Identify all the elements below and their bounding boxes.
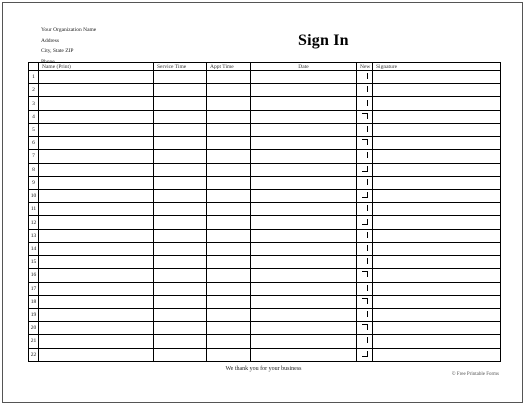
service-time-cell[interactable] (154, 269, 207, 282)
date-cell[interactable] (251, 84, 357, 97)
signature-cell[interactable] (373, 322, 501, 335)
service-time-cell[interactable] (154, 97, 207, 110)
name-cell[interactable] (39, 295, 154, 308)
appt-time-cell[interactable] (207, 282, 251, 295)
service-time-cell[interactable] (154, 322, 207, 335)
date-cell[interactable] (251, 308, 357, 321)
new-cell[interactable] (357, 269, 373, 282)
new-checkbox-mark[interactable] (362, 205, 368, 211)
date-cell[interactable] (251, 137, 357, 150)
name-cell[interactable] (39, 110, 154, 123)
table-row (29, 242, 501, 255)
table-row (29, 163, 501, 176)
table-row (29, 110, 501, 123)
new-cell[interactable] (357, 348, 373, 361)
organization-block (41, 25, 96, 67)
row-number: 1 (29, 71, 39, 84)
appt-time-cell[interactable] (207, 203, 251, 216)
new-checkbox-mark[interactable] (362, 100, 368, 106)
date-cell[interactable] (251, 163, 357, 176)
service-time-cell[interactable] (154, 282, 207, 295)
service-time-cell[interactable] (154, 295, 207, 308)
table-row (29, 282, 501, 295)
row-number: 11 (29, 203, 39, 216)
table-row (29, 97, 501, 110)
row-number: 15 (29, 256, 39, 269)
new-checkbox-mark[interactable] (362, 298, 368, 304)
header-date: Date (251, 63, 357, 71)
new-checkbox-mark[interactable] (362, 258, 368, 264)
name-cell[interactable] (39, 163, 154, 176)
new-checkbox-mark[interactable] (362, 311, 368, 317)
signature-cell[interactable] (373, 203, 501, 216)
service-time-cell[interactable] (154, 256, 207, 269)
table-row (29, 123, 501, 136)
appt-time-cell[interactable] (207, 137, 251, 150)
appt-time-cell[interactable] (207, 71, 251, 84)
signature-cell[interactable] (373, 242, 501, 255)
new-checkbox-mark[interactable] (362, 126, 368, 132)
date-cell[interactable] (251, 269, 357, 282)
name-cell[interactable] (39, 176, 154, 189)
new-checkbox-mark[interactable] (362, 271, 368, 277)
service-time-cell[interactable] (154, 110, 207, 123)
table-row (29, 216, 501, 229)
new-checkbox-mark[interactable] (362, 139, 368, 145)
signature-cell[interactable] (373, 189, 501, 202)
name-cell[interactable] (39, 308, 154, 321)
new-cell[interactable] (357, 163, 373, 176)
new-cell[interactable] (357, 308, 373, 321)
name-cell[interactable] (39, 256, 154, 269)
row-number: 5 (29, 123, 39, 136)
table-row (29, 203, 501, 216)
new-checkbox-mark[interactable] (362, 86, 368, 92)
table-row (29, 256, 501, 269)
date-cell[interactable] (251, 123, 357, 136)
date-cell[interactable] (251, 189, 357, 202)
new-checkbox-mark[interactable] (362, 219, 368, 225)
signature-cell[interactable] (373, 176, 501, 189)
service-time-cell[interactable] (154, 229, 207, 242)
service-time-cell[interactable] (154, 308, 207, 321)
signature-cell[interactable] (373, 308, 501, 321)
table-row (29, 137, 501, 150)
row-number: 13 (29, 229, 39, 242)
appt-time-cell[interactable] (207, 242, 251, 255)
service-time-cell[interactable] (154, 137, 207, 150)
name-cell[interactable] (39, 84, 154, 97)
new-checkbox-mark[interactable] (362, 351, 368, 357)
signature-cell[interactable] (373, 229, 501, 242)
name-cell[interactable] (39, 123, 154, 136)
appt-time-cell[interactable] (207, 163, 251, 176)
appt-time-cell[interactable] (207, 308, 251, 321)
appt-time-cell[interactable] (207, 150, 251, 163)
name-cell[interactable] (39, 269, 154, 282)
date-cell[interactable] (251, 229, 357, 242)
signature-cell[interactable] (373, 150, 501, 163)
table-row (29, 295, 501, 308)
date-cell[interactable] (251, 150, 357, 163)
service-time-cell[interactable] (154, 203, 207, 216)
signature-cell[interactable] (373, 71, 501, 84)
organization-name: Your Organization Name (41, 27, 97, 33)
new-cell[interactable] (357, 84, 373, 97)
appt-time-cell[interactable] (207, 256, 251, 269)
row-number: 6 (29, 137, 39, 150)
new-cell[interactable] (357, 189, 373, 202)
new-checkbox-mark[interactable] (362, 192, 368, 198)
name-cell[interactable] (39, 97, 154, 110)
new-checkbox-mark[interactable] (362, 245, 368, 251)
signature-cell[interactable] (373, 84, 501, 97)
service-time-cell[interactable] (154, 189, 207, 202)
appt-time-cell[interactable] (207, 322, 251, 335)
new-checkbox-mark[interactable] (362, 337, 368, 343)
table-row (29, 176, 501, 189)
new-checkbox-mark[interactable] (362, 285, 368, 291)
new-cell[interactable] (357, 229, 373, 242)
appt-time-cell[interactable] (207, 84, 251, 97)
date-cell[interactable] (251, 335, 357, 348)
appt-time-cell[interactable] (207, 269, 251, 282)
row-number: 21 (29, 335, 39, 348)
name-cell[interactable] (39, 71, 154, 84)
appt-time-cell[interactable] (207, 295, 251, 308)
new-cell[interactable] (357, 242, 373, 255)
name-cell[interactable] (39, 335, 154, 348)
table-body (29, 71, 501, 362)
signature-cell[interactable] (373, 256, 501, 269)
signature-cell[interactable] (373, 110, 501, 123)
name-cell[interactable] (39, 282, 154, 295)
signature-cell[interactable] (373, 269, 501, 282)
date-cell[interactable] (251, 176, 357, 189)
footer-text: We thank you for your business (225, 366, 302, 372)
appt-time-cell[interactable] (207, 176, 251, 189)
new-cell[interactable] (357, 137, 373, 150)
date-cell[interactable] (251, 97, 357, 110)
row-number: 10 (29, 189, 39, 202)
name-cell[interactable] (39, 150, 154, 163)
table-row (29, 335, 501, 348)
table-row (29, 348, 501, 361)
name-cell[interactable] (39, 216, 154, 229)
date-cell[interactable] (251, 256, 357, 269)
new-cell[interactable] (357, 150, 373, 163)
new-checkbox-mark[interactable] (362, 152, 368, 158)
row-number: 8 (29, 163, 39, 176)
appt-time-cell[interactable] (207, 229, 251, 242)
date-cell[interactable] (251, 216, 357, 229)
name-cell[interactable] (39, 229, 154, 242)
row-number: 19 (29, 308, 39, 321)
new-cell[interactable] (357, 335, 373, 348)
service-time-cell[interactable] (154, 176, 207, 189)
new-cell[interactable] (357, 216, 373, 229)
new-cell[interactable] (357, 110, 373, 123)
service-time-cell[interactable] (154, 335, 207, 348)
table-row (29, 229, 501, 242)
organization-phone: Phone (41, 58, 55, 65)
appt-time-cell[interactable] (207, 216, 251, 229)
signature-cell[interactable] (373, 216, 501, 229)
appt-time-cell[interactable] (207, 110, 251, 123)
table-row (29, 308, 501, 321)
signature-cell[interactable] (373, 295, 501, 308)
table-row (29, 84, 501, 97)
new-checkbox-mark[interactable] (362, 166, 368, 172)
table-row (29, 150, 501, 163)
header-signature: Signature (373, 63, 501, 71)
appt-time-cell[interactable] (207, 189, 251, 202)
appt-time-cell[interactable] (207, 348, 251, 361)
header-appt-time: Appt Time (207, 63, 251, 71)
new-checkbox-mark[interactable] (362, 324, 368, 330)
header-name: Name (Print) (39, 63, 154, 71)
row-number: 14 (29, 242, 39, 255)
service-time-cell[interactable] (154, 123, 207, 136)
new-checkbox-mark[interactable] (362, 113, 368, 119)
service-time-cell[interactable] (154, 84, 207, 97)
new-cell[interactable] (357, 123, 373, 136)
appt-time-cell[interactable] (207, 97, 251, 110)
date-cell[interactable] (251, 242, 357, 255)
appt-time-cell[interactable] (207, 335, 251, 348)
table-row (29, 269, 501, 282)
organization-address: Address (41, 37, 60, 44)
row-number: 22 (29, 348, 39, 361)
service-time-cell[interactable] (154, 163, 207, 176)
signature-cell[interactable] (373, 335, 501, 348)
new-cell[interactable] (357, 97, 373, 110)
service-time-cell[interactable] (154, 242, 207, 255)
date-cell[interactable] (251, 295, 357, 308)
signature-cell[interactable] (373, 137, 501, 150)
name-cell[interactable] (39, 242, 154, 255)
name-cell[interactable] (39, 203, 154, 216)
new-cell[interactable] (357, 71, 373, 84)
new-cell[interactable] (357, 322, 373, 335)
sign-in-table (28, 62, 501, 362)
row-number: 20 (29, 322, 39, 335)
header-new: New (357, 63, 373, 71)
new-cell[interactable] (357, 203, 373, 216)
new-checkbox-mark[interactable] (362, 232, 368, 238)
row-number: 3 (29, 97, 39, 110)
table-row (29, 189, 501, 202)
signature-cell[interactable] (373, 348, 501, 361)
signature-cell[interactable] (373, 97, 501, 110)
table-row (29, 71, 501, 84)
date-cell[interactable] (251, 348, 357, 361)
corner-credit: © Free Printable Forms (451, 372, 499, 377)
date-cell[interactable] (251, 282, 357, 295)
row-number: 9 (29, 176, 39, 189)
date-cell[interactable] (251, 71, 357, 84)
name-cell[interactable] (39, 322, 154, 335)
new-cell[interactable] (357, 295, 373, 308)
name-cell[interactable] (39, 348, 154, 361)
header-number (29, 63, 39, 71)
service-time-cell[interactable] (154, 150, 207, 163)
row-number: 4 (29, 110, 39, 123)
signature-cell[interactable] (373, 123, 501, 136)
row-number: 17 (29, 282, 39, 295)
date-cell[interactable] (251, 322, 357, 335)
row-number: 7 (29, 150, 39, 163)
row-number: 18 (29, 295, 39, 308)
new-checkbox-mark[interactable] (362, 73, 368, 79)
row-number: 2 (29, 84, 39, 97)
new-cell[interactable] (357, 282, 373, 295)
table-header-row (29, 63, 501, 71)
row-number: 16 (29, 269, 39, 282)
service-time-cell[interactable] (154, 348, 207, 361)
new-checkbox-mark[interactable] (362, 179, 368, 185)
service-time-cell[interactable] (154, 71, 207, 84)
date-cell[interactable] (251, 203, 357, 216)
new-cell[interactable] (357, 256, 373, 269)
service-time-cell[interactable] (154, 216, 207, 229)
name-cell[interactable] (39, 189, 154, 202)
signature-cell[interactable] (373, 163, 501, 176)
name-cell[interactable] (39, 137, 154, 150)
appt-time-cell[interactable] (207, 123, 251, 136)
organization-city: City, State ZIP (41, 48, 74, 54)
row-number: 12 (29, 216, 39, 229)
new-cell[interactable] (357, 176, 373, 189)
signature-cell[interactable] (373, 282, 501, 295)
page-title: Sign In (298, 32, 349, 49)
table-row (29, 322, 501, 335)
date-cell[interactable] (251, 110, 357, 123)
header-service-time: Service Time (154, 63, 207, 71)
